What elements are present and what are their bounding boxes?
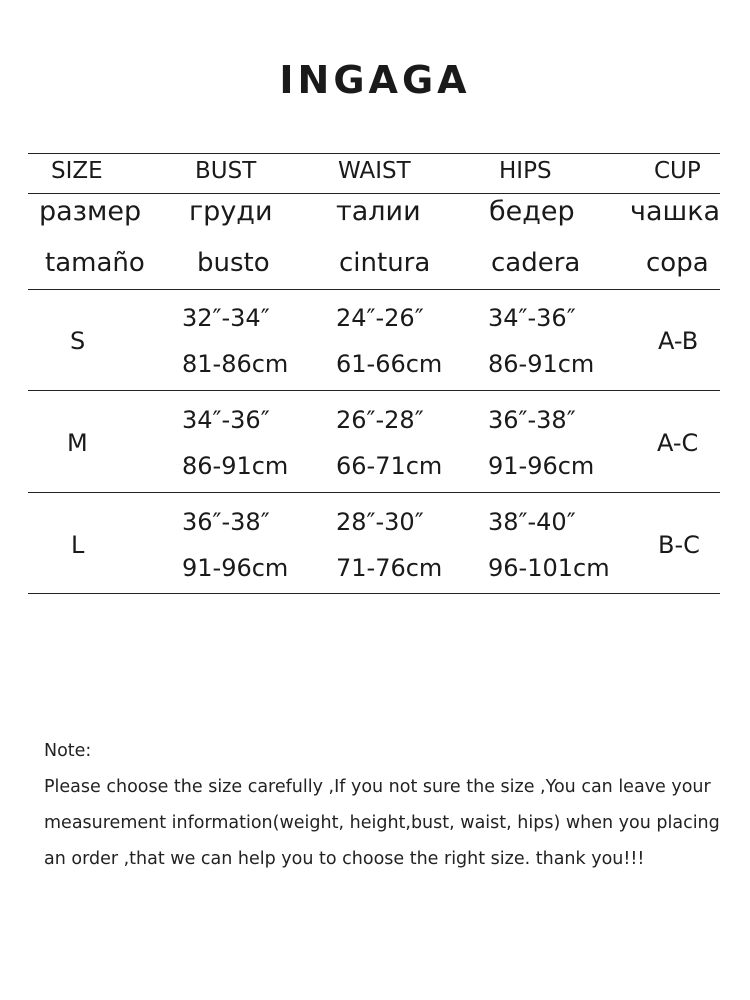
header-size-ru: размер [39, 196, 142, 227]
header-waist-ru: талии [336, 196, 421, 227]
waist-cm-l: 71-76cm [336, 554, 443, 582]
bust-cm-s: 81-86cm [182, 350, 289, 378]
cup-s: A-B [658, 327, 699, 355]
brand-logo: INGAGA [279, 58, 471, 102]
hips-inches-s: 34″-36″ [488, 304, 576, 332]
cup-m: A-C [657, 429, 699, 457]
header-cup-es: copa [646, 248, 709, 278]
waist-cm-m: 66-71cm [336, 452, 443, 480]
hips-cm-m: 91-96cm [488, 452, 595, 480]
waist-inches-m: 26″-28″ [336, 406, 424, 434]
hips-cm-l: 96-101cm [488, 554, 610, 582]
header-bottom-rule [28, 289, 720, 290]
header-bust-ru: груди [189, 196, 273, 227]
row-divider-rule [28, 492, 720, 493]
note-label: Note: [44, 741, 92, 761]
bust-inches-s: 32″-34″ [182, 304, 270, 332]
header-hips-ru: бедер [489, 196, 575, 227]
waist-inches-s: 24″-26″ [336, 304, 424, 332]
cup-l: B-C [658, 531, 700, 559]
hips-inches-l: 38″-40″ [488, 508, 576, 536]
hips-inches-m: 36″-38″ [488, 406, 576, 434]
note-line: Please choose the size carefully ,If you not sure the size ,You can leave your [44, 777, 711, 797]
bust-cm-l: 91-96cm [182, 554, 289, 582]
table-bottom-rule [28, 593, 720, 594]
waist-inches-l: 28″-30″ [336, 508, 424, 536]
bust-inches-l: 36″-38″ [182, 508, 270, 536]
header-waist: WAIST [338, 158, 411, 184]
header-hips: HIPS [499, 158, 552, 184]
header-cup-ru: чашка [630, 196, 721, 227]
bust-inches-m: 34″-36″ [182, 406, 270, 434]
header-divider-rule [28, 193, 720, 194]
row-divider-rule [28, 390, 720, 391]
header-hips-es: cadera [491, 248, 581, 278]
header-bust: BUST [195, 158, 257, 184]
header-bust-es: busto [197, 248, 270, 278]
header-size-es: tamaño [45, 248, 145, 278]
header-waist-es: cintura [339, 248, 431, 278]
header-size: SIZE [51, 158, 103, 184]
size-label-l: L [71, 531, 85, 559]
size-label-m: M [67, 429, 88, 457]
note-line: an order ,that we can help you to choose the right size. thank you!!! [44, 849, 645, 869]
hips-cm-s: 86-91cm [488, 350, 595, 378]
waist-cm-s: 61-66cm [336, 350, 443, 378]
note-line: measurement information(weight, height,bust, waist, hips) when you placing [44, 813, 720, 833]
bust-cm-m: 86-91cm [182, 452, 289, 480]
size-label-s: S [70, 327, 86, 355]
table-top-rule [28, 153, 720, 154]
header-cup: CUP [654, 158, 701, 184]
